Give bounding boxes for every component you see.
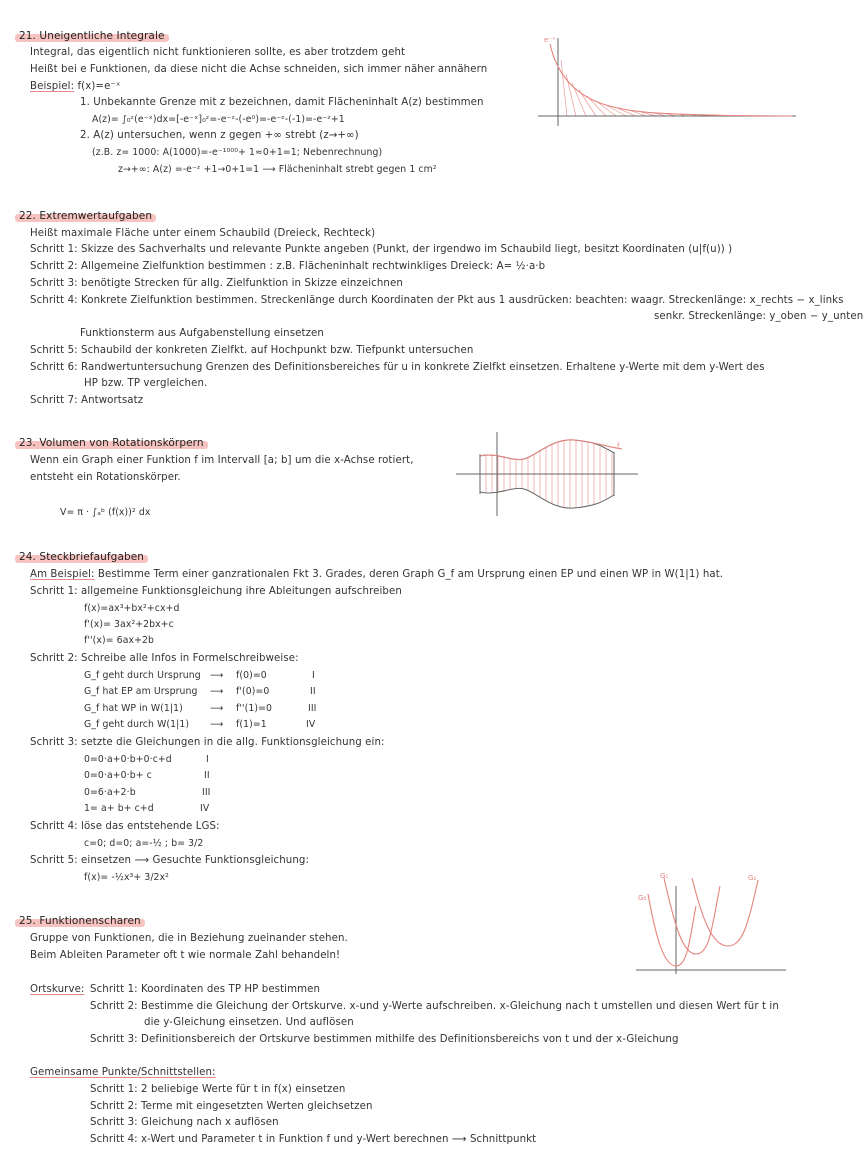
curve-label: f xyxy=(617,442,620,450)
step-text: Schritt 3: benötigte Strecken für allg. Zielfunktion in Skizze einzeichnen xyxy=(30,278,403,289)
step-text: Funktionsterm aus Aufgabenstellung einsetzen xyxy=(80,328,324,339)
heading-extremwertaufgaben: 22. Extremwertaufgaben xyxy=(19,210,153,222)
text-line: Integral, das eigentlich nicht funktionieren sollte, es aber trotzdem geht xyxy=(30,47,406,58)
step-text: Schritt 1: allgemeine Funktionsgleichung ihre Ableitungen aufschreiben xyxy=(30,586,402,597)
step-text: Schritt 6: Randwertuntersuchung Grenzen des Definitionsbereiches für u in konkrete Zielfkt einsetzen. Erhaltene y-Werte mit dem y-Wert des xyxy=(30,362,765,373)
equation-number: IV xyxy=(200,803,210,814)
step-text: Schritt 2: Schreibe alle Infos in Formelschreibweise: xyxy=(30,653,299,664)
rotation-body-graph xyxy=(452,428,642,518)
step-text: 2. A(z) untersuchen, wenn z gegen +∞ strebt (z→+∞) xyxy=(80,130,359,141)
step-text: Schritt 2: Allgemeine Zielfunktion bestimmen : z.B. Flächeninhalt rechtwinkliges Dreieck: A= ½·a·b xyxy=(30,261,546,272)
text-line: Heißt bei e Funktionen, da diese nicht die Achse schneiden, sich immer näher annähern xyxy=(30,64,488,75)
curve-label: e⁻ˣ xyxy=(544,36,556,44)
arrow-icon: ⟶ xyxy=(210,670,224,681)
curve-g0 xyxy=(648,894,696,966)
function-curve xyxy=(480,440,622,460)
formula-line: f(x)=ax³+bx²+cx+d xyxy=(84,603,180,614)
equation-number: I xyxy=(206,754,209,765)
formula-line: (z.B. z= 1000: A(1000)=-e⁻¹⁰⁰⁰+ 1≈0+1=1; Nebenrechnung) xyxy=(92,147,383,158)
example-line xyxy=(30,80,121,93)
lgs-equation: 0=0·a+0·b+ c xyxy=(84,770,152,781)
text-line: Wenn ein Graph einer Funktion f im Intervall [a; b] um die x-Achse rotiert, xyxy=(30,455,414,466)
ortskurve-label xyxy=(30,983,84,996)
info-text: G_f hat EP am Ursprung xyxy=(84,686,198,697)
exp-decay-graph xyxy=(530,30,802,130)
curve-g2 xyxy=(692,878,758,946)
info-condition: f''(1)=0 xyxy=(236,703,273,714)
equation-number: I xyxy=(312,670,315,681)
solution-line: c=0; d=0; a=-½ ; b= 3/2 xyxy=(84,838,204,849)
formula-line: z→+∞: A(z) =-e⁻ᶻ +1→0+1=1 ⟶ Flächeninhalt strebt gegen 1 cm² xyxy=(118,164,437,175)
step-text: Schritt 3: setzte die Gleichungen in die allg. Funktionsgleichung ein: xyxy=(30,737,385,748)
step-text: Schritt 7: Antwortsatz xyxy=(30,395,144,406)
step-text: 1. Unbekannte Grenze mit z bezeichnen, damit Flächeninhalt A(z) bestimmen xyxy=(80,97,484,108)
heading-steckbriefaufgaben: 24. Steckbriefaufgaben xyxy=(19,551,145,563)
function-family-graph xyxy=(630,866,790,976)
info-text: G_f geht durch W(1|1) xyxy=(84,719,190,730)
curve-label-g2: G₂ xyxy=(748,874,757,882)
heading-rotationskoerper: 23. Volumen von Rotationskörpern xyxy=(19,437,204,449)
lgs-equation: 0=0·a+0·b+0·c+d xyxy=(84,754,172,765)
arrow-icon: ⟶ xyxy=(210,686,224,697)
text-line: Beim Ableiten Parameter oft t wie normale Zahl behandeln! xyxy=(30,950,341,961)
curve-label-g1: G₁ xyxy=(660,872,669,880)
example-line xyxy=(30,568,723,581)
step-text: Schritt 1: Skizze des Sachverhalts und relevante Punkte angeben (Punkt, der irgendwo im Schaubild liegt, besitzt Koordinaten (u|f(u)) ) xyxy=(30,244,733,255)
info-condition: f(0)=0 xyxy=(236,670,267,681)
equation-number: II xyxy=(310,686,316,697)
step-text: HP bzw. TP vergleichen. xyxy=(84,378,208,389)
lgs-equation: 1= a+ b+ c+d xyxy=(84,803,154,814)
formula-line: f'(x)= 3ax²+2bx+c xyxy=(84,619,174,630)
hatched-area xyxy=(561,60,696,116)
text-line: Heißt maximale Fläche unter einem Schaubild (Dreieck, Rechteck) xyxy=(30,228,376,239)
ortskurve-title: Ortskurve: xyxy=(30,984,85,995)
step-text: Schritt 3: Gleichung nach x auflösen xyxy=(90,1117,279,1128)
step-text: Schritt 4: Konkrete Zielfunktion bestimmen. Streckenlänge durch Koordinaten der Pkt aus 1 ausdrücken: beachten: waagr. Streckenlänge: x_rechts − x_links xyxy=(30,295,844,306)
step-text: Schritt 4: x-Wert und Parameter t in Funktion f und y-Wert berechnen ⟶ Schnittpunkt xyxy=(90,1134,537,1145)
step-text: die y-Gleichung einsetzen. Und auflösen xyxy=(144,1017,354,1028)
example-label: Am Beispiel: xyxy=(30,569,95,580)
heading-uneigentliche-integrale: 21. Uneigentliche Integrale xyxy=(19,30,165,42)
step-text: Schritt 3: Definitionsbereich der Ortskurve bestimmen mithilfe des Definitionsbereichs von t und der x-Gleichung xyxy=(90,1034,679,1045)
equation-number: IV xyxy=(306,719,316,730)
lgs-equation: 0=6·a+2·b xyxy=(84,787,136,798)
exp-curve xyxy=(550,44,792,116)
equation-number: III xyxy=(308,703,317,714)
text-line: entsteht ein Rotationskörper. xyxy=(30,472,181,483)
equation-number: II xyxy=(204,770,210,781)
example-text: Bestimme Term einer ganzrationalen Fkt 3. Grades, deren Graph G_f am Ursprung einen EP und einen WP in W(1|1) hat. xyxy=(97,569,724,580)
info-text: G_f geht durch Ursprung xyxy=(84,670,201,681)
volume-formula: V= π · ∫ₐᵇ (f(x))² dx xyxy=(60,507,151,518)
info-text: G_f hat WP in W(1|1) xyxy=(84,703,183,714)
formula-line: A(z)= ∫₀ᶻ(e⁻ˣ)dx=[-e⁻ˣ]₀ᶻ=-e⁻ᶻ-(-e⁰)=-e⁻ᶻ-(-1)=-e⁻ᶻ+1 xyxy=(92,114,345,125)
heading-funktionenscharen: 25. Funktionenscharen xyxy=(19,915,141,927)
step-text: Schritt 2: Terme mit eingesetzten Werten gleichsetzen xyxy=(90,1101,373,1112)
example-label: Beispiel: xyxy=(30,81,75,92)
schnittpunkte-title: Gemeinsame Punkte/Schnittstellen: xyxy=(30,1067,216,1078)
example-function: f(x)=e⁻ˣ xyxy=(77,81,121,92)
result-function: f(x)= -½x³+ 3/2x² xyxy=(84,872,170,883)
schnittpunkte-label xyxy=(30,1066,216,1079)
step-text: Schritt 5: Schaubild der konkreten Zielfkt. auf Hochpunkt bzw. Tiefpunkt untersuchen xyxy=(30,345,474,356)
step-text: Schritt 4: löse das entstehende LGS: xyxy=(30,821,220,832)
step-text: senkr. Streckenlänge: y_oben − y_unten xyxy=(654,311,863,322)
curve-g1 xyxy=(664,878,720,954)
arrow-icon: ⟶ xyxy=(210,719,224,730)
step-text: Schritt 1: Koordinaten des TP HP bestimmen xyxy=(90,984,321,995)
arrow-icon: ⟶ xyxy=(210,703,224,714)
equation-number: III xyxy=(202,787,211,798)
info-condition: f(1)=1 xyxy=(236,719,267,730)
formula-line: f''(x)= 6ax+2b xyxy=(84,635,155,646)
curve-label-g0: G₀ xyxy=(638,894,647,902)
text-line: Gruppe von Funktionen, die in Beziehung zueinander stehen. xyxy=(30,933,348,944)
step-text: Schritt 1: 2 beliebige Werte für t in f(x) einsetzen xyxy=(90,1084,346,1095)
step-text: Schritt 5: einsetzen ⟶ Gesuchte Funktionsgleichung: xyxy=(30,855,309,866)
info-condition: f'(0)=0 xyxy=(236,686,270,697)
step-text: Schritt 2: Bestimme die Gleichung der Ortskurve. x-und y-Werte aufschreiben. x-Gleichung nach t umstellen und diesen Wert für t in xyxy=(90,1001,779,1012)
